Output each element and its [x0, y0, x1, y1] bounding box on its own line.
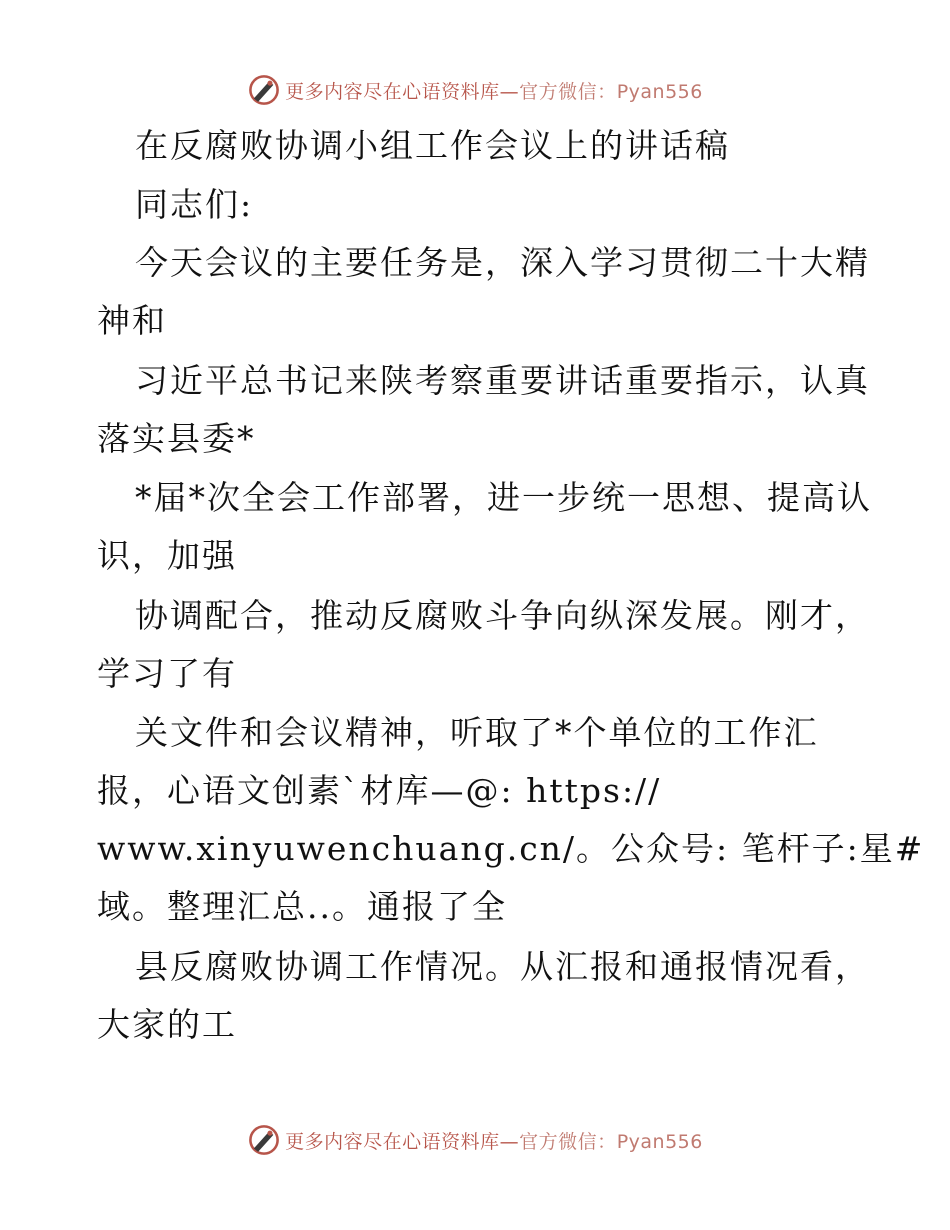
banner-wechat-label: 官方微信： — [519, 1130, 617, 1153]
paragraph-line: 报，心语文创素`材库—@: https:// — [97, 771, 662, 810]
banner-site-text: 更多内容尽在心语资料库 — [285, 80, 500, 103]
document-title: 在反腐败协调小组工作会议上的讲话稿 — [135, 126, 730, 165]
paragraph-line: 今天会议的主要任务是，深入学习贯彻二十大精 — [135, 243, 870, 282]
banner-dash: — — [499, 80, 520, 103]
banner-label — [285, 77, 703, 104]
banner-label — [285, 1127, 703, 1154]
paragraph-line: www.xinyuwenchuang.cn/。公众号: 笔杆子:星# — [97, 829, 925, 868]
banner-dash: — — [499, 1130, 520, 1153]
pen-logo-icon — [247, 1123, 281, 1157]
footer-banner — [0, 1120, 950, 1160]
header-banner — [0, 70, 950, 110]
salutation: 同志们: — [135, 185, 254, 224]
pen-logo-icon — [247, 73, 281, 107]
paragraph-line: 关文件和会议精神，听取了*个单位的工作汇 — [135, 713, 819, 752]
paragraph-line: 神和 — [97, 301, 167, 340]
banner-wechat-label: 官方微信： — [519, 80, 617, 103]
paragraph-line: 习近平总书记来陕考察重要讲话重要指示，认真 — [135, 361, 870, 400]
banner-wechat-id: Pyan556 — [616, 1130, 703, 1153]
paragraph-line: 落实县委* — [97, 419, 256, 458]
banner-site-text: 更多内容尽在心语资料库 — [285, 1130, 500, 1153]
paragraph-line: *届*次全会工作部署，进一步统一思想、提高认 — [135, 478, 872, 517]
paragraph-line: 学习了有 — [97, 654, 237, 693]
paragraph-line: 识，加强 — [97, 536, 237, 575]
paragraph-line: 大家的工 — [97, 1005, 237, 1044]
paragraph-line: 域。整理汇总..。通报了全 — [97, 887, 507, 926]
banner-wechat-id: Pyan556 — [616, 80, 703, 103]
paragraph-line: 县反腐败协调工作情况。从汇报和通报情况看， — [135, 947, 870, 986]
paragraph-line: 协调配合，推动反腐败斗争向纵深发展。刚才， — [135, 596, 870, 635]
